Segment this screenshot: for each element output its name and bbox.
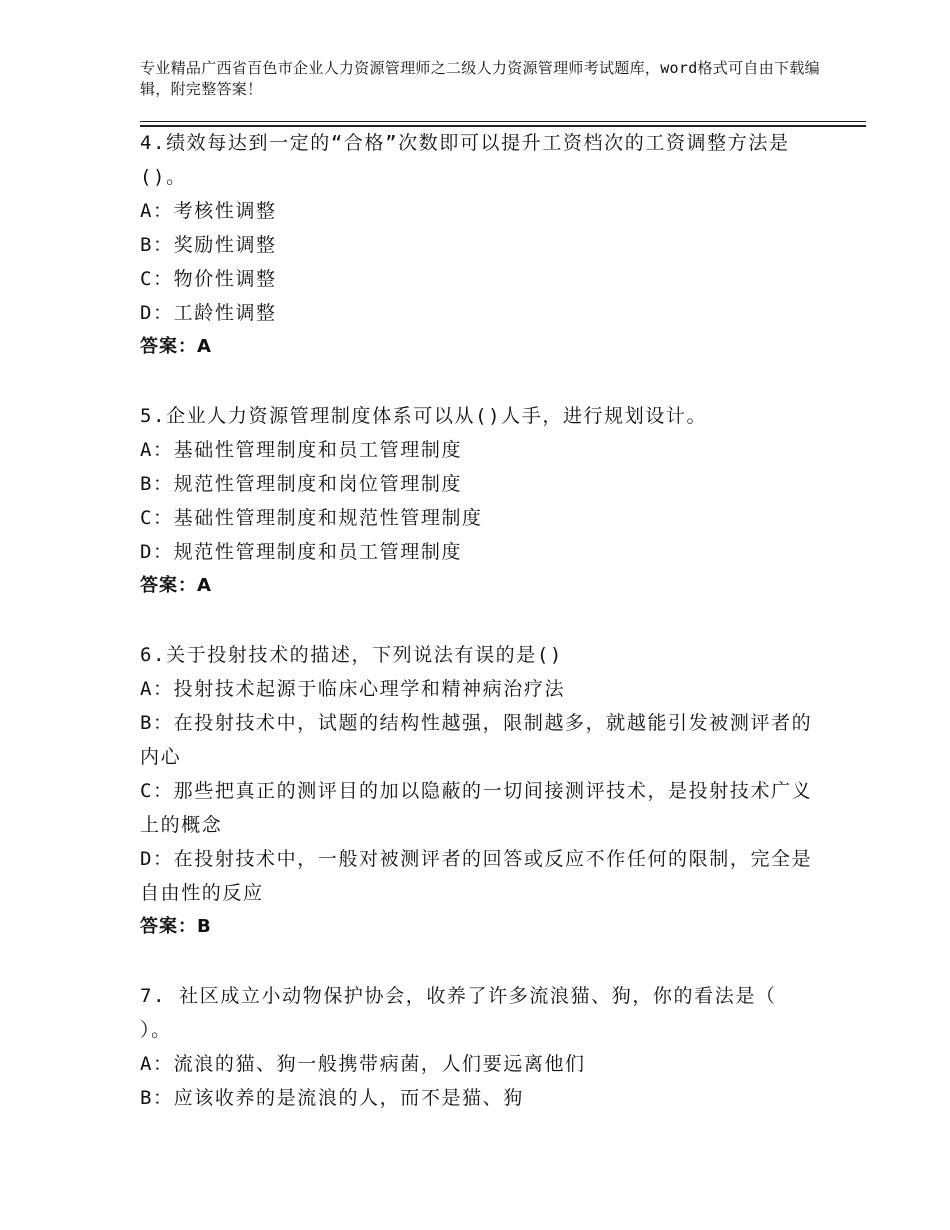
option-a: A：基础性管理制度和员工管理制度 — [140, 439, 463, 461]
option-b: B：在投射技术中，试题的结构性越强，限制越多，就越能引发被测评者的内心 — [140, 712, 813, 768]
option-d: D：在投射技术中，一般对被测评者的回答或反应不作任何的限制，完全是自由性的反应 — [140, 848, 813, 904]
answer-label: 答案： — [140, 916, 197, 937]
question-5 — [140, 399, 820, 603]
question-stem: 6.关于投射技术的描述，下列说法有误的是() — [140, 644, 563, 666]
question-list — [140, 126, 820, 1115]
answer-value: A — [197, 575, 212, 596]
question-stem: 4.绩效每达到一定的“合格”次数即可以提升工资档次的工资调整方法是()。 — [140, 132, 790, 188]
question-spacer — [140, 944, 820, 979]
answer-line — [140, 910, 820, 944]
question-7 — [140, 979, 820, 1115]
option-b: B：奖励性调整 — [140, 234, 277, 256]
answer-line — [140, 330, 820, 364]
option-d: D：工龄性调整 — [140, 302, 277, 324]
option-b: B：规范性管理制度和岗位管理制度 — [140, 473, 463, 495]
question-4 — [140, 126, 820, 364]
answer-value: B — [197, 916, 212, 937]
option-c: C：物价性调整 — [140, 268, 277, 290]
option-a: A：考核性调整 — [140, 200, 277, 222]
answer-label: 答案： — [140, 336, 197, 357]
question-stem: 5.企业人力资源管理制度体系可以从()人手，进行规划设计。 — [140, 405, 708, 427]
option-c: C：基础性管理制度和规范性管理制度 — [140, 507, 483, 529]
option-b: B：应该收养的是流浪的人，而不是猫、狗 — [140, 1087, 524, 1109]
question-spacer — [140, 364, 820, 399]
question-6 — [140, 638, 820, 944]
document-header — [140, 58, 830, 100]
option-a: A：流浪的猫、狗一般携带病菌，人们要远离他们 — [140, 1053, 586, 1075]
answer-label: 答案： — [140, 575, 197, 596]
answer-line — [140, 569, 820, 603]
question-stem: 7. 社区成立小动物保护协会，收养了许多流浪猫、狗，你的看法是（ ）。 — [140, 985, 777, 1041]
option-a: A：投射技术起源于临床心理学和精神病治疗法 — [140, 678, 566, 700]
answer-value: A — [197, 336, 212, 357]
question-spacer — [140, 603, 820, 638]
header-text: 专业精品广西省百色市企业人力资源管理师之二级人力资源管理师考试题库，word格式可自由下载编辑，附完整答案！ — [140, 59, 820, 98]
option-c: C：那些把真正的测评目的加以隐蔽的一切间接测评技术，是投射技术广义上的概念 — [140, 780, 813, 836]
option-d: D：规范性管理制度和员工管理制度 — [140, 541, 463, 563]
header-rule-thin — [140, 121, 866, 122]
